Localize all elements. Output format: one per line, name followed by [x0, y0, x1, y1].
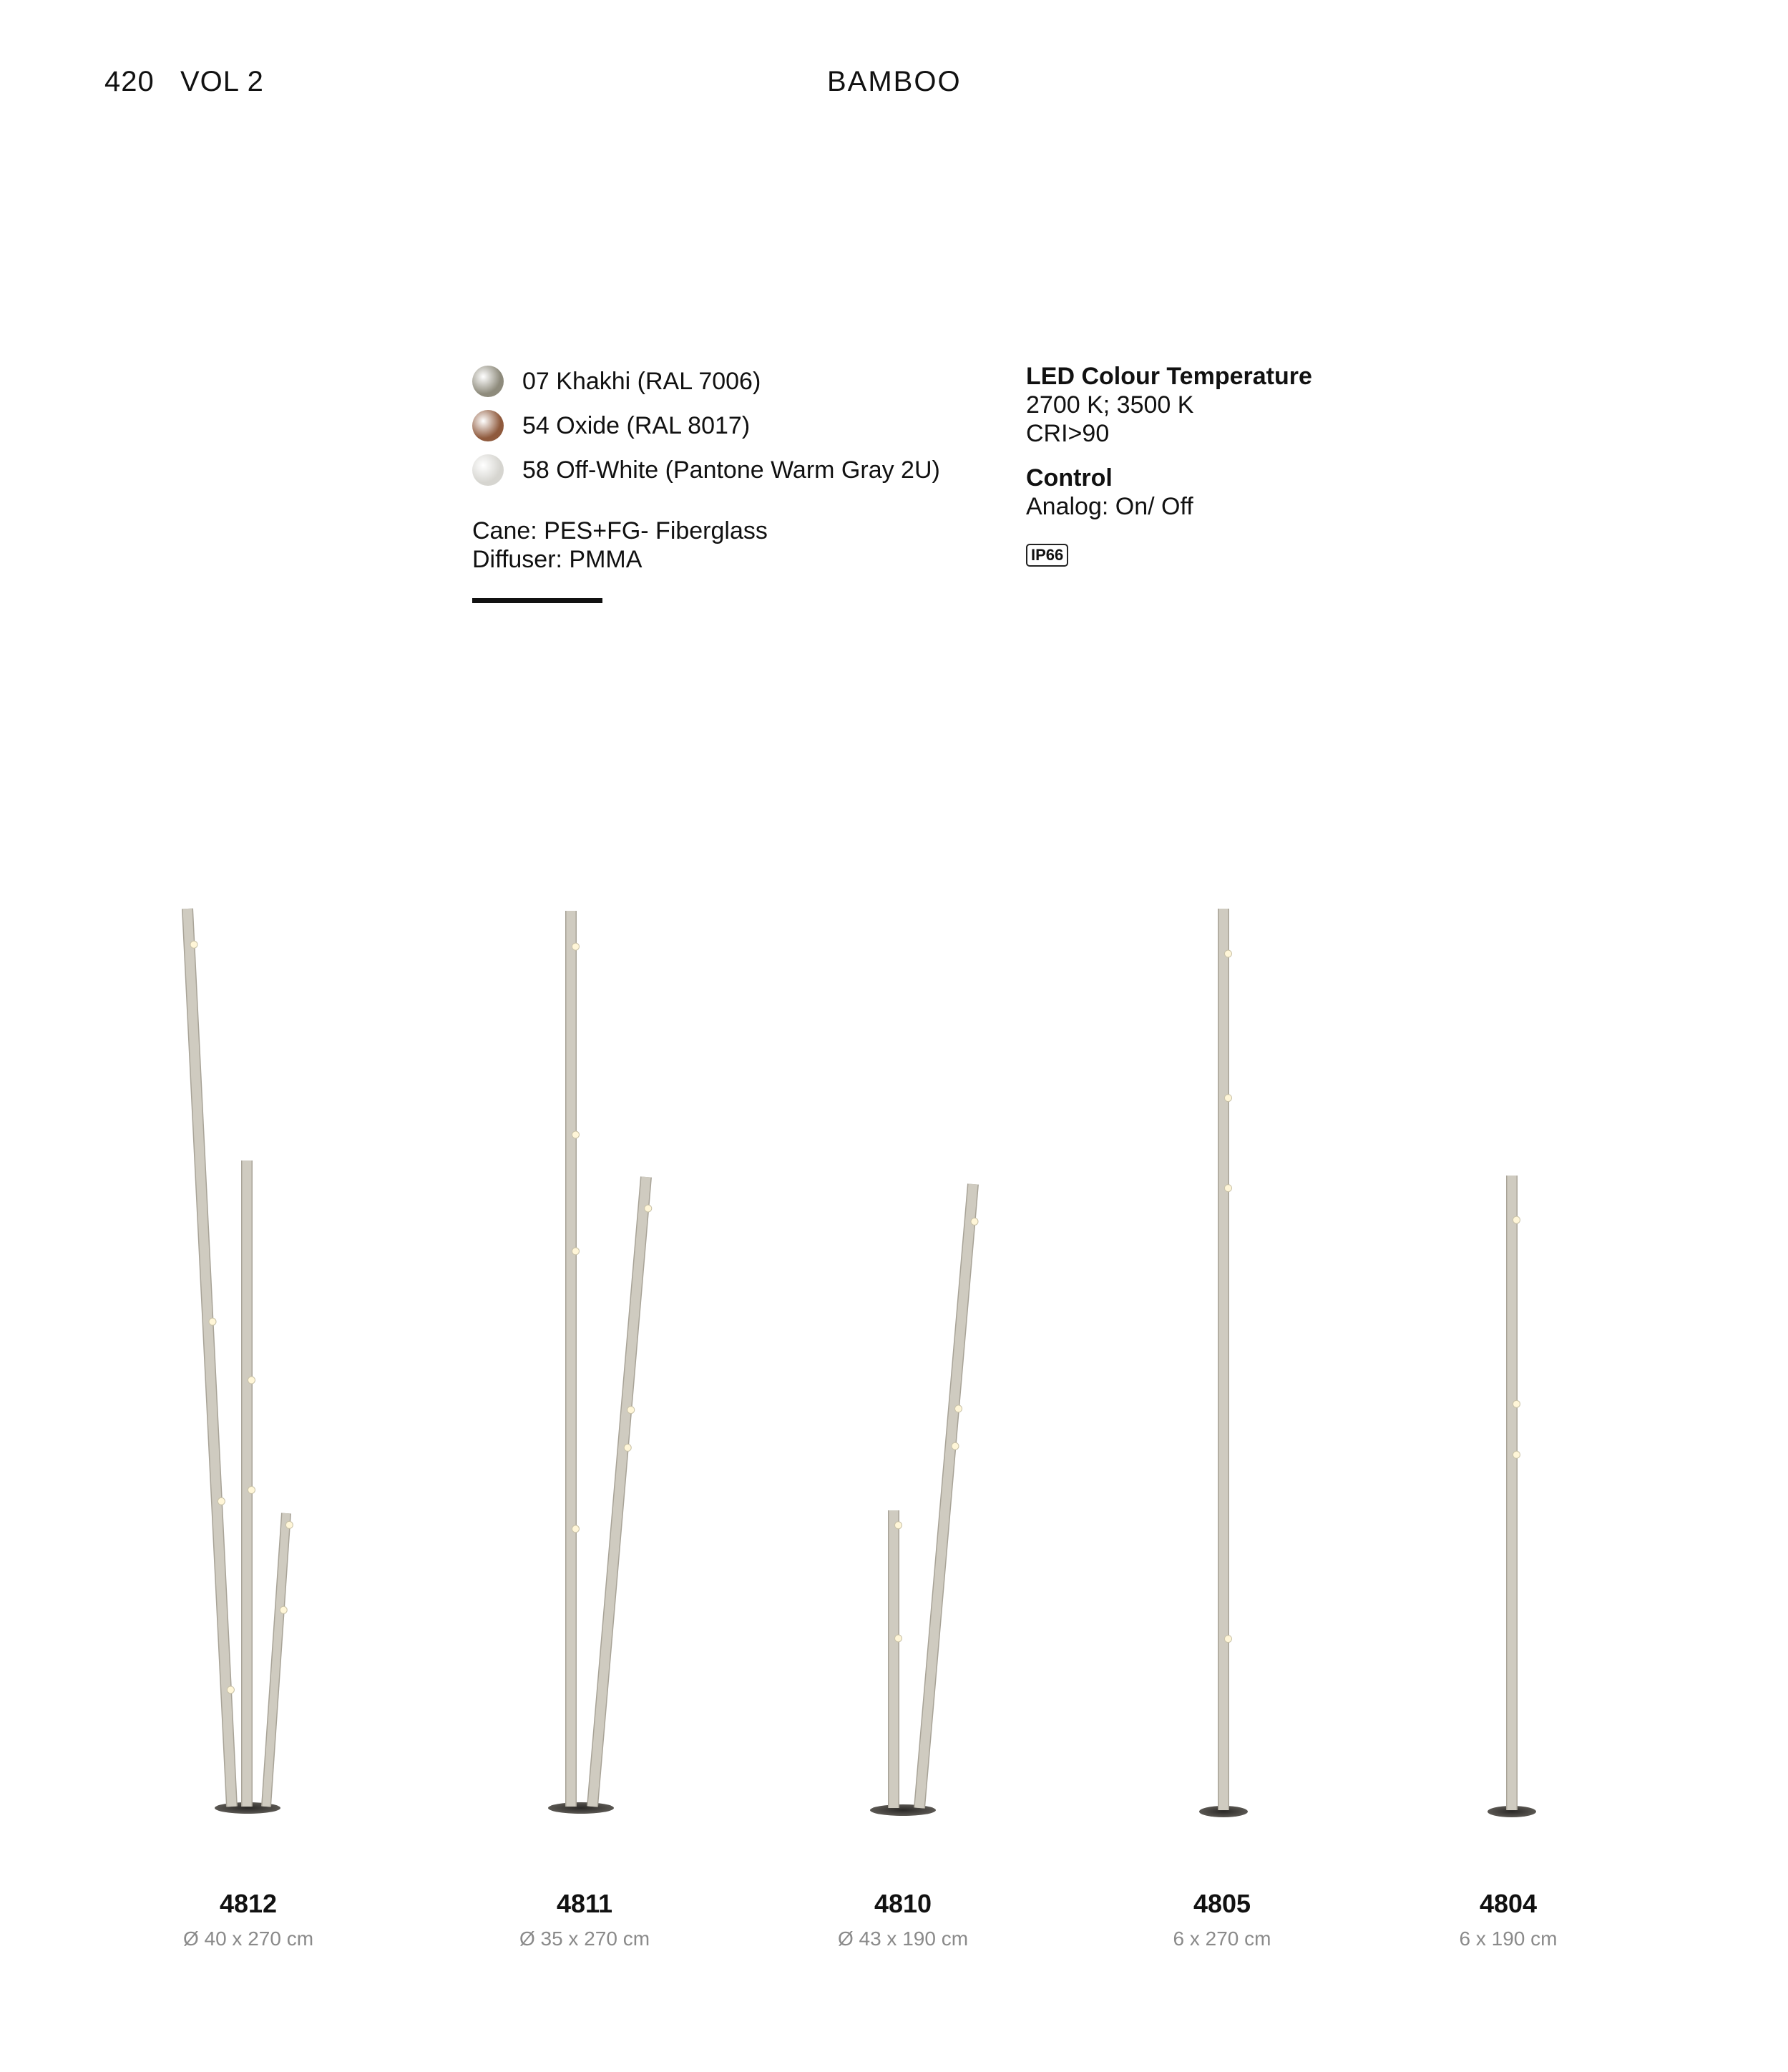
control-heading: Control	[1026, 464, 1113, 492]
cri-value: CRI>90	[1026, 420, 1110, 447]
led-light	[285, 1521, 293, 1528]
dimensions-4812: Ø 40 x 270 cm	[182, 1927, 314, 1950]
model-4804: 4804	[1479, 1889, 1538, 1918]
led-light	[572, 1525, 580, 1533]
bamboo-cane	[266, 1513, 286, 1807]
diffuser-material: Diffuser: PMMA	[472, 546, 643, 573]
model-4811: 4811	[556, 1889, 613, 1918]
led-light	[627, 1407, 635, 1414]
control-value: Analog: On/ Off	[1026, 493, 1193, 520]
dimensions-4805: 6 x 270 cm	[1173, 1927, 1271, 1950]
lamp-base	[548, 1802, 614, 1814]
led-light	[895, 1522, 902, 1529]
led-light	[572, 943, 580, 950]
lamp-base	[870, 1804, 936, 1816]
bamboo-cane	[592, 1177, 646, 1807]
led-light	[624, 1444, 631, 1451]
led-light	[209, 1318, 216, 1325]
led-light	[572, 1131, 580, 1138]
led-light	[971, 1218, 978, 1225]
finish-label: 54 Oxide (RAL 8017)	[522, 411, 751, 439]
bamboo-cane	[919, 1184, 973, 1808]
led-light	[1225, 1185, 1232, 1192]
page-title: BAMBOO	[827, 66, 962, 97]
led-light	[248, 1487, 255, 1494]
model-4810: 4810	[874, 1889, 932, 1918]
led-light	[218, 1497, 225, 1505]
led-light	[1513, 1216, 1520, 1223]
finish-label: 07 Khakhi (RAL 7006)	[522, 367, 761, 395]
volume-label: VOL 2	[180, 66, 264, 97]
led-light	[895, 1635, 902, 1642]
model-4812: 4812	[219, 1889, 278, 1918]
led-light	[1513, 1400, 1520, 1407]
led-light	[248, 1377, 255, 1384]
led-light	[955, 1405, 962, 1412]
bamboo-cane	[187, 909, 232, 1807]
led-light	[1225, 1095, 1232, 1102]
cane-material: Cane: PES+FG- Fiberglass	[472, 517, 768, 544]
led-light	[572, 1248, 580, 1255]
led-light	[645, 1205, 652, 1212]
led-light	[1513, 1451, 1520, 1458]
dimensions-4810: Ø 43 x 190 cm	[837, 1927, 969, 1950]
page-number: 420	[104, 66, 155, 97]
ip66-badge: IP66	[1026, 544, 1068, 567]
finish-label: 58 Off-White (Pantone Warm Gray 2U)	[522, 456, 940, 484]
led-light	[190, 941, 197, 948]
model-4805: 4805	[1193, 1889, 1251, 1918]
led-light	[227, 1686, 234, 1694]
led-light	[280, 1606, 287, 1613]
led-values: 2700 K; 3500 K	[1026, 391, 1194, 419]
dimensions-4804: 6 x 190 cm	[1459, 1927, 1558, 1950]
led-light	[1225, 1636, 1232, 1643]
led-light	[1225, 950, 1232, 957]
led-light	[952, 1442, 959, 1450]
led-heading: LED Colour Temperature	[1026, 363, 1312, 390]
dimensions-4811: Ø 35 x 270 cm	[519, 1927, 650, 1950]
